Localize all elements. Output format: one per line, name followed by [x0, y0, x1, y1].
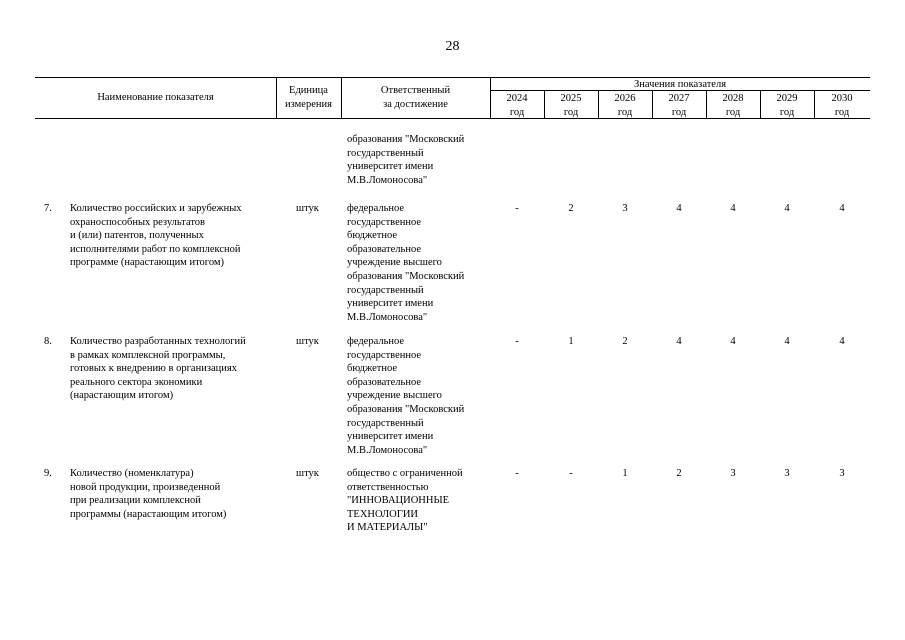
value-2025: 2 [568, 203, 574, 214]
header-year: 2027 год [668, 93, 690, 118]
responsible: федеральное государственное бюджетное образовательное учреждение высшего образования "Московский государственный университет имени М.В.Ломоносова" [347, 336, 465, 456]
value-2024: - [515, 468, 519, 479]
value-2024: - [515, 336, 519, 347]
indicator-name: Количество российских и зарубежных охраноспособных результатов и (или) патентов, полученных исполнителями работ по комплексной программе (нарастающим итогом) [70, 203, 242, 269]
row-number: 9. [44, 468, 52, 479]
value-2029: 3 [784, 468, 790, 479]
value-2027: 4 [676, 336, 682, 347]
unit: штук [296, 336, 319, 347]
value-2026: 3 [622, 203, 628, 214]
value-2030: 3 [839, 468, 845, 479]
value-2027: 2 [676, 468, 682, 479]
header-year: 2025 год [560, 93, 582, 118]
header-year: 2026 год [614, 93, 636, 118]
value-2029: 4 [784, 336, 790, 347]
header-year: 2024 год [506, 93, 528, 118]
page-number: 28 [445, 39, 460, 54]
value-2028: 3 [730, 468, 736, 479]
header-year: 2029 год [776, 93, 798, 118]
unit: штук [296, 203, 319, 214]
value-2029: 4 [784, 203, 790, 214]
value-2028: 4 [730, 203, 736, 214]
value-2028: 4 [730, 336, 736, 347]
header-unit: Единица измерения [285, 85, 332, 110]
value-2027: 4 [676, 203, 682, 214]
header-indicator-name: Наименование показателя [97, 92, 214, 103]
value-2030: 4 [839, 336, 845, 347]
row-number: 8. [44, 336, 52, 347]
indicator-name: Количество (номенклатура) новой продукции, произведенной при реализации комплексной программы (нарастающим итогом) [70, 468, 227, 520]
indicator-name: Количество разработанных технологий в рамках комплексной программы, готовых к внедрению в организациях реального сектора экономики (нарастающим итогом) [70, 336, 246, 402]
carryover-responsible: образования "Московский государственный университет имени М.В.Ломоносова" [347, 134, 465, 186]
unit: штук [296, 468, 319, 479]
value-2024: - [515, 203, 519, 214]
value-2030: 4 [839, 203, 845, 214]
header-responsible: Ответственный за достижение [380, 85, 451, 110]
value-2026: 1 [622, 468, 628, 479]
responsible: федеральное государственное бюджетное образовательное учреждение высшего образования "Московский государственный университет имени М.В.Ломоносова" [347, 203, 465, 323]
row-number: 7. [44, 203, 52, 214]
header-year: 2030 год [831, 93, 853, 118]
value-2025: - [569, 468, 573, 479]
value-2026: 2 [622, 336, 628, 347]
header-values: Значения показателя [633, 79, 727, 90]
responsible: общество с ограниченной ответственностью "ИННОВАЦИОННЫЕ ТЕХНОЛОГИИ И МАТЕРИАЛЫ" [347, 468, 463, 534]
value-2025: 1 [568, 336, 574, 347]
header-year: 2028 год [722, 93, 744, 118]
